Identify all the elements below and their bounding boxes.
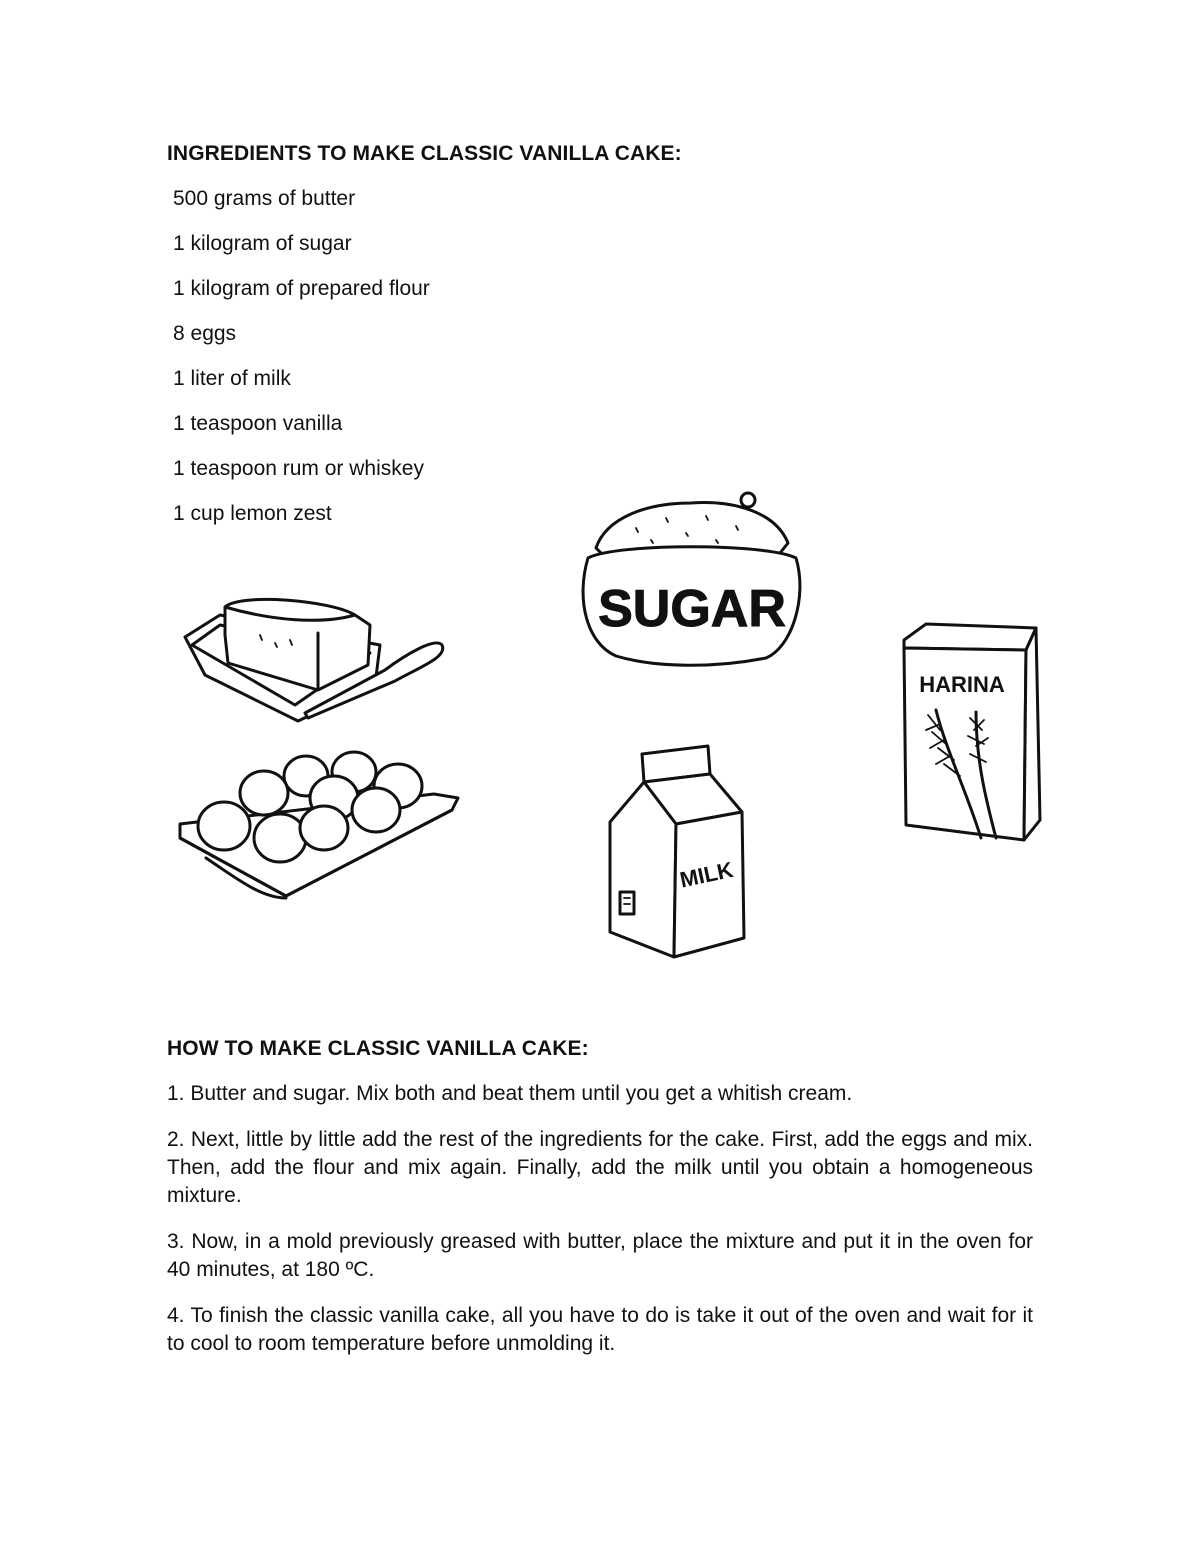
step-4: 4. To finish the classic vanilla cake, all you have to do is take it out of the oven and wait for it to cool to room temperature before unmolding it.	[167, 1304, 1033, 1355]
list-item: 1 cup lemon zest	[173, 502, 332, 525]
step-1: 1. Butter and sugar. Mix both and beat them until you get a whitish cream.	[167, 1082, 853, 1105]
sugar-illustration	[576, 488, 806, 668]
flour-illustration	[896, 620, 1044, 850]
step-2: 2. Next, little by little add the rest of the ingredients for the cake. First, add the eggs and mix. Then, add the flour and mix again. Finally, add the milk until you obtain a homogeneous mixture.	[167, 1128, 1033, 1207]
eggs-illustration	[176, 748, 461, 908]
list-item: 1 kilogram of prepared flour	[173, 277, 430, 300]
list-item: 1 teaspoon rum or whiskey	[173, 457, 424, 480]
list-item: 1 kilogram of sugar	[173, 232, 352, 255]
flour-label: HARINA	[919, 672, 1005, 697]
list-item: 500 grams of butter	[173, 187, 356, 210]
method-heading: HOW TO MAKE CLASSIC VANILLA CAKE:	[167, 1037, 589, 1060]
list-item: 1 teaspoon vanilla	[173, 412, 343, 435]
milk-illustration	[604, 742, 750, 962]
sugar-label: SUGAR	[598, 580, 786, 638]
milk-label: MILK	[677, 856, 736, 893]
list-item: 8 eggs	[173, 322, 237, 345]
ingredients-heading: INGREDIENTS TO MAKE CLASSIC VANILLA CAKE:	[167, 142, 682, 165]
butter-illustration	[180, 585, 450, 725]
method-steps	[167, 1080, 1033, 1376]
step-3: 3. Now, in a mold previously greased with butter, place the mixture and put it in the oven for 40 minutes, at 180 ºC.	[167, 1230, 1033, 1281]
list-item: 1 liter of milk	[173, 367, 291, 390]
ingredients-list	[173, 186, 430, 546]
